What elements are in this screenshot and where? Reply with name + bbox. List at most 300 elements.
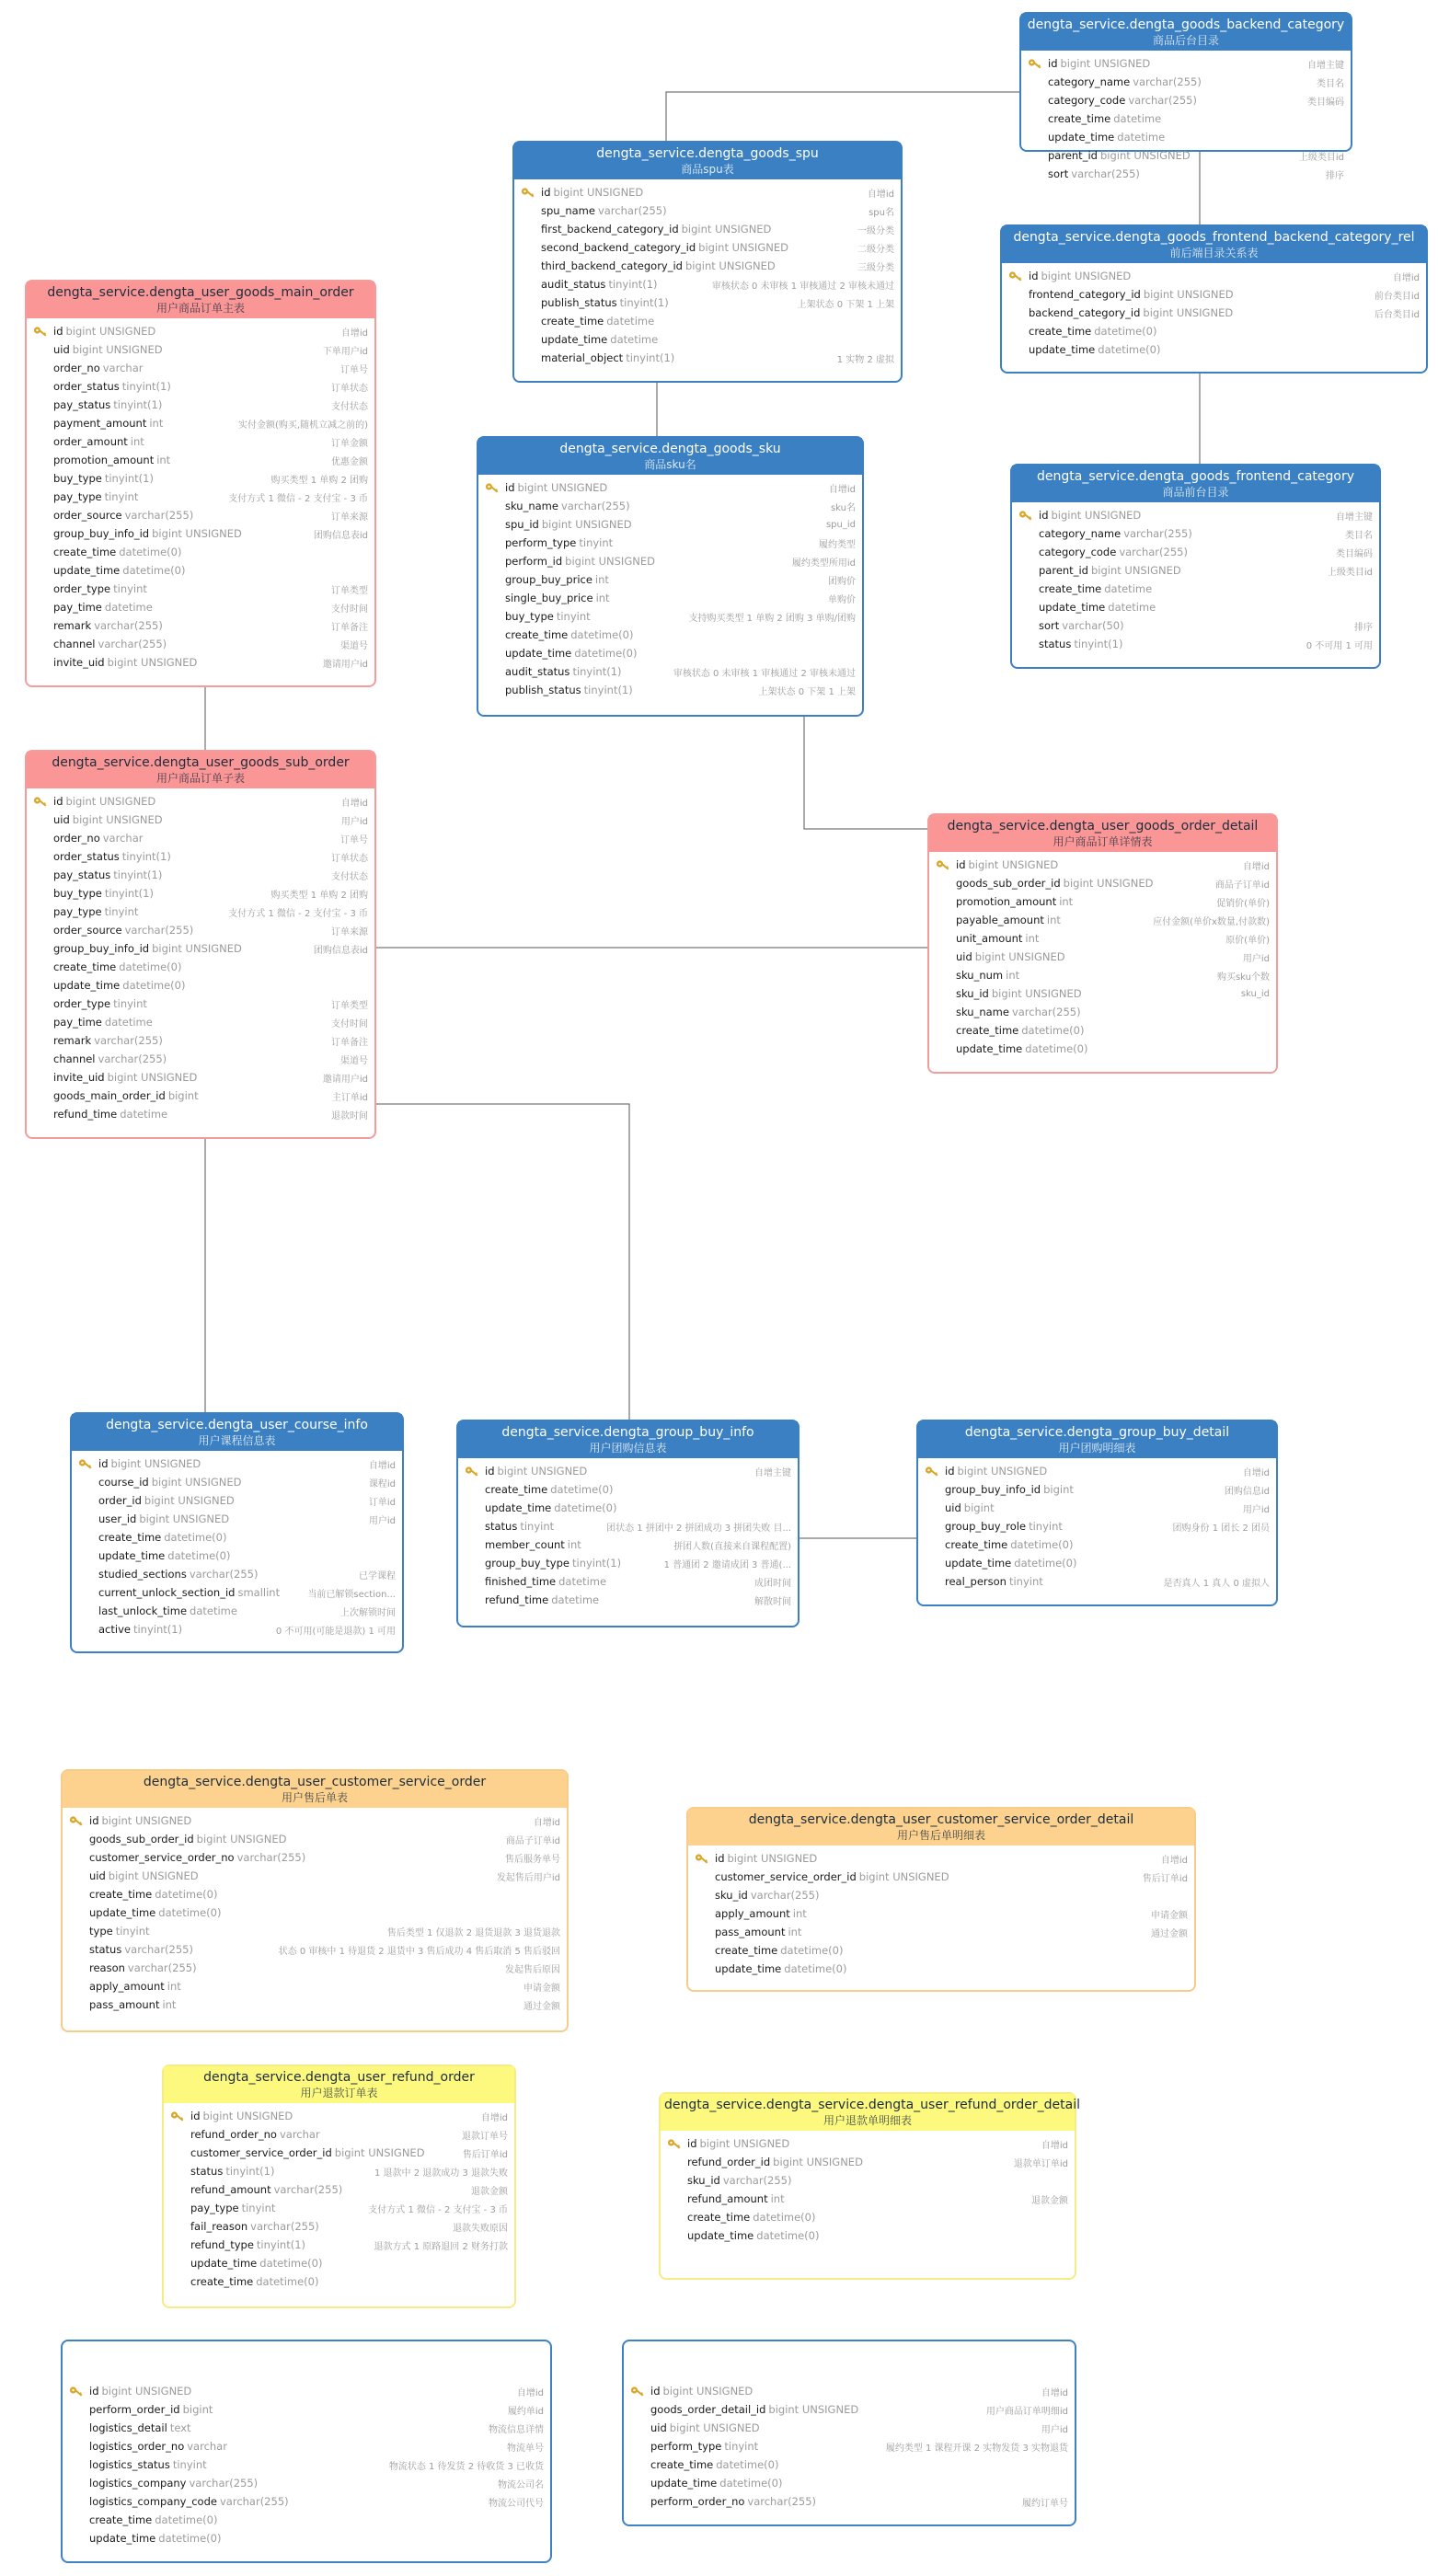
column-row bbox=[33, 1087, 368, 1105]
column-row bbox=[630, 2474, 1068, 2492]
column-type: tinyint bbox=[172, 2458, 207, 2471]
column-row bbox=[465, 1517, 791, 1535]
column-list bbox=[929, 852, 1276, 1060]
column-type: bigint UNSIGNED bbox=[1063, 877, 1154, 890]
column-row bbox=[925, 1535, 1270, 1554]
column-type: bigint UNSIGNED bbox=[858, 1870, 949, 1883]
key-icon bbox=[78, 1458, 98, 1470]
column-name: update_time bbox=[687, 2229, 754, 2242]
column-name: order_source bbox=[53, 509, 122, 522]
column-name: parent_id bbox=[1048, 149, 1098, 162]
column-name: material_object bbox=[541, 351, 624, 364]
table-group-buy-detail[interactable] bbox=[916, 1420, 1278, 1606]
column-type: tinyint(1) bbox=[619, 296, 669, 309]
column-name: pay_type bbox=[53, 905, 102, 918]
column-type: bigint UNSIGNED bbox=[107, 656, 198, 669]
column-row bbox=[33, 976, 368, 995]
column-row bbox=[485, 681, 856, 699]
key-icon bbox=[1018, 510, 1039, 522]
column-row bbox=[1018, 561, 1373, 580]
column-comment: 发起售后原因 bbox=[505, 1964, 560, 1975]
table-user-refund-order[interactable] bbox=[162, 2064, 516, 2308]
column-comment: 邀请用户id bbox=[322, 1074, 368, 1085]
column-comment: 退款方式 1 原路退回 2 财务打款 bbox=[374, 2241, 508, 2252]
column-row bbox=[33, 506, 368, 524]
table-user-goods-main-order[interactable] bbox=[25, 280, 376, 687]
column-type: tinyint(1) bbox=[104, 472, 154, 485]
column-row bbox=[936, 1003, 1270, 1021]
column-row bbox=[1018, 616, 1373, 635]
column-name: create_time bbox=[89, 2513, 153, 2526]
column-comment: 排序 bbox=[1326, 170, 1344, 181]
column-name: remark bbox=[53, 619, 92, 632]
relation-line bbox=[666, 92, 1019, 141]
column-name: logistics_detail bbox=[89, 2421, 167, 2434]
table-comment: 前后端目录关系表 bbox=[1169, 247, 1259, 259]
column-name: course_id bbox=[98, 1476, 149, 1489]
column-type: bigint bbox=[1043, 1483, 1074, 1496]
column-row bbox=[465, 1480, 791, 1499]
column-type: tinyint(1) bbox=[121, 850, 171, 863]
column-type: varchar(255) bbox=[189, 1568, 259, 1581]
column-name: order_status bbox=[53, 850, 120, 863]
column-row bbox=[33, 653, 368, 672]
column-row bbox=[33, 1050, 368, 1068]
column-name: refund_time bbox=[53, 1108, 118, 1121]
column-row bbox=[667, 2153, 1068, 2171]
column-type: varchar(255) bbox=[94, 1034, 163, 1047]
column-name: order_source bbox=[53, 924, 122, 937]
column-row bbox=[170, 2199, 508, 2217]
table-user-course-info[interactable] bbox=[70, 1412, 404, 1653]
column-comment: 售后类型 1 仅退款 2 退货退款 3 退货退款 bbox=[386, 1927, 560, 1938]
column-row bbox=[521, 238, 894, 257]
table-header bbox=[63, 1771, 567, 1808]
column-type: int bbox=[567, 1538, 581, 1551]
column-type: datetime(0) bbox=[1098, 343, 1161, 356]
column-row bbox=[1008, 340, 1420, 359]
column-name: sort bbox=[1048, 167, 1069, 180]
table-name: dengta_service.dengta_user_customer_service_order bbox=[143, 1775, 487, 1789]
key-icon bbox=[33, 326, 53, 338]
column-name: group_buy_type bbox=[485, 1557, 569, 1570]
key-icon bbox=[925, 1466, 945, 1478]
column-name: update_time bbox=[1039, 601, 1106, 614]
column-type: datetime(0) bbox=[1025, 1042, 1088, 1055]
column-comment: 自增id bbox=[340, 328, 368, 339]
key-icon bbox=[170, 2110, 190, 2122]
column-comment: 当前已解锁section... bbox=[307, 1589, 396, 1600]
column-comment: 物流公司代号 bbox=[489, 2498, 544, 2509]
column-type: varchar(255) bbox=[124, 509, 194, 522]
table-header bbox=[164, 2066, 514, 2103]
column-type: bigint UNSIGNED bbox=[72, 343, 163, 356]
key-icon bbox=[33, 796, 53, 808]
column-comment: 类目编码 bbox=[1307, 97, 1344, 108]
column-row bbox=[69, 1885, 560, 1903]
table-goods-backend-category[interactable] bbox=[1019, 12, 1352, 181]
column-type: tinyint bbox=[556, 610, 591, 623]
column-name: order_id bbox=[98, 1494, 142, 1507]
column-comment: 1 退款中 2 退款成功 3 退款失败 bbox=[374, 2168, 508, 2179]
column-name: update_time bbox=[956, 1042, 1023, 1055]
column-name: id bbox=[505, 481, 515, 494]
column-type: datetime bbox=[610, 333, 659, 346]
column-comment: 下单用户id bbox=[322, 346, 368, 357]
column-comment: 自增id bbox=[1242, 1467, 1270, 1478]
table-group-buy-info[interactable] bbox=[456, 1420, 800, 1627]
column-row bbox=[33, 1068, 368, 1087]
table-frontend-backend-category-rel[interactable] bbox=[1000, 224, 1428, 374]
table-header bbox=[27, 282, 374, 318]
column-row bbox=[33, 958, 368, 976]
column-type: datetime bbox=[120, 1108, 168, 1121]
column-comment: 自增id bbox=[1041, 2140, 1068, 2151]
column-comment: 支付状态 bbox=[331, 401, 368, 412]
column-type: varchar bbox=[187, 2440, 227, 2453]
column-row bbox=[936, 911, 1270, 929]
column-row bbox=[33, 616, 368, 635]
column-name: pay_time bbox=[53, 1016, 102, 1029]
column-row bbox=[33, 432, 368, 451]
column-row bbox=[925, 1572, 1270, 1591]
column-type: int bbox=[130, 435, 144, 448]
column-name: id bbox=[956, 858, 966, 871]
column-comment: 购买sku个数 bbox=[1216, 972, 1270, 983]
column-row bbox=[78, 1547, 396, 1565]
column-comment: 物流信息详情 bbox=[489, 2424, 544, 2435]
column-type: varchar(255) bbox=[560, 500, 630, 512]
column-type: varchar bbox=[279, 2128, 320, 2141]
column-name: group_buy_info_id bbox=[53, 527, 150, 540]
column-row bbox=[936, 874, 1270, 892]
column-comment: 售后订单id bbox=[462, 2149, 508, 2160]
column-name: order_no bbox=[53, 832, 100, 845]
column-type: int bbox=[1025, 932, 1040, 945]
column-row bbox=[33, 921, 368, 939]
column-row bbox=[521, 257, 894, 275]
column-comment: sku_id bbox=[1240, 988, 1270, 999]
column-row bbox=[521, 275, 894, 293]
column-name: update_time bbox=[1048, 131, 1115, 144]
column-comment: 退款订单号 bbox=[462, 2131, 508, 2142]
table-header bbox=[1012, 466, 1379, 502]
column-type: smallint bbox=[237, 1586, 281, 1599]
column-row bbox=[695, 1868, 1188, 1886]
column-name: unit_amount bbox=[956, 932, 1023, 945]
key-icon bbox=[485, 482, 505, 494]
column-row bbox=[1028, 54, 1344, 73]
column-row bbox=[33, 322, 368, 340]
column-comment: 支付方式 1 微信 - 2 支付宝 - 3 币 bbox=[228, 908, 368, 919]
column-comment: sku名 bbox=[830, 502, 856, 513]
column-type: bigint UNSIGNED bbox=[974, 950, 1065, 963]
column-name: id bbox=[1029, 270, 1039, 282]
column-comment: 0 不可用(可能是退款) 1 可用 bbox=[275, 1626, 396, 1637]
column-row bbox=[667, 2208, 1068, 2226]
key-icon bbox=[521, 187, 541, 199]
column-list bbox=[514, 179, 901, 369]
column-row bbox=[925, 1499, 1270, 1517]
table-user-goods-order-logistics-info[interactable] bbox=[61, 2340, 552, 2563]
column-type: bigint UNSIGNED bbox=[152, 527, 242, 540]
table-goods-sku[interactable] bbox=[477, 436, 864, 717]
column-type: tinyint bbox=[520, 1520, 555, 1533]
column-type: datetime(0) bbox=[1014, 1557, 1077, 1570]
column-name: category_name bbox=[1048, 75, 1131, 88]
column-name: goods_order_detail_id bbox=[650, 2403, 766, 2416]
column-comment: 自增id bbox=[1392, 272, 1420, 283]
column-comment: 类目名 bbox=[1345, 530, 1373, 541]
column-type: varchar(255) bbox=[1071, 167, 1140, 180]
column-name: logistics_order_no bbox=[89, 2440, 185, 2453]
column-type: int bbox=[162, 1998, 177, 2011]
column-comment: 成团时间 bbox=[754, 1578, 791, 1589]
table-user-goods-sub-order[interactable] bbox=[25, 750, 376, 1139]
column-type: bigint UNSIGNED bbox=[773, 2156, 863, 2168]
column-type: datetime(0) bbox=[784, 1962, 847, 1975]
column-comment: 履约订单号 bbox=[1022, 2498, 1068, 2509]
column-name: refund_order_no bbox=[190, 2128, 277, 2141]
column-row bbox=[33, 635, 368, 653]
column-name: group_buy_info_id bbox=[945, 1483, 1041, 1496]
column-comment: 商品子订单id bbox=[505, 1835, 560, 1846]
column-comment: 渠道号 bbox=[340, 640, 368, 651]
column-type: int bbox=[594, 573, 609, 586]
column-name: create_time bbox=[687, 2211, 751, 2224]
column-name: create_time bbox=[956, 1024, 1019, 1037]
column-list bbox=[27, 318, 374, 673]
column-row bbox=[69, 2419, 544, 2437]
column-row bbox=[630, 2455, 1068, 2474]
column-name: channel bbox=[53, 1052, 96, 1065]
column-type: bigint UNSIGNED bbox=[699, 2137, 790, 2150]
column-row bbox=[1028, 73, 1344, 91]
column-row bbox=[936, 984, 1270, 1003]
column-comment: 退款金额 bbox=[471, 2186, 508, 2197]
column-name: id bbox=[687, 2137, 697, 2150]
column-type: datetime(0) bbox=[753, 2211, 816, 2224]
column-row bbox=[69, 2400, 544, 2419]
column-name: id bbox=[1039, 509, 1049, 522]
table-name: dengta_service.dengta_user_course_info bbox=[106, 1418, 368, 1432]
column-comment: 自增id bbox=[1160, 1855, 1188, 1866]
column-type: datetime(0) bbox=[756, 2229, 820, 2242]
column-comment: 支持购买类型 1 单购 2 团购 3 单购/团购 bbox=[688, 613, 856, 624]
column-name: status bbox=[190, 2165, 224, 2178]
column-comment: 上级类目id bbox=[1327, 567, 1373, 578]
table-user-customer-service-order[interactable] bbox=[61, 1769, 569, 2032]
column-type: varchar(255) bbox=[98, 1052, 167, 1065]
column-name: id bbox=[98, 1457, 109, 1470]
column-comment: 类目名 bbox=[1317, 78, 1344, 89]
column-comment: 上级类目id bbox=[1298, 152, 1344, 163]
column-name: sku_name bbox=[956, 1006, 1009, 1018]
column-name: status bbox=[1039, 638, 1072, 650]
column-row bbox=[78, 1473, 396, 1491]
column-comment: 通过金额 bbox=[523, 2001, 560, 2012]
column-type: varchar(255) bbox=[722, 2174, 792, 2187]
column-type: datetime(0) bbox=[574, 647, 638, 660]
column-comment: 自增id bbox=[368, 1460, 396, 1471]
column-name: id bbox=[945, 1465, 955, 1478]
column-row bbox=[1008, 322, 1420, 340]
column-row bbox=[33, 488, 368, 506]
column-name: uid bbox=[945, 1501, 961, 1514]
column-row bbox=[485, 478, 856, 497]
column-comment: 类目编码 bbox=[1336, 548, 1373, 559]
column-name: customer_service_order_no bbox=[89, 1851, 235, 1864]
column-name: category_code bbox=[1048, 94, 1126, 107]
column-comment: 自增id bbox=[516, 2387, 544, 2398]
column-comment: 团购身份 1 团长 2 团员 bbox=[1172, 1523, 1270, 1534]
column-type: datetime(0) bbox=[570, 628, 634, 641]
column-comment: 用户商品订单明细id bbox=[985, 2406, 1068, 2417]
column-row bbox=[69, 2437, 544, 2455]
column-type: bigint UNSIGNED bbox=[1143, 288, 1234, 301]
column-comment: 退款失败原因 bbox=[453, 2223, 508, 2234]
column-name: create_time bbox=[89, 1888, 153, 1901]
column-name: id bbox=[190, 2110, 201, 2122]
column-row bbox=[69, 1811, 560, 1830]
column-name: publish_status bbox=[541, 296, 617, 309]
column-row bbox=[1028, 128, 1344, 146]
table-user-refund-order-detail[interactable] bbox=[659, 2092, 1081, 2280]
column-name: sku_name bbox=[505, 500, 558, 512]
column-row bbox=[667, 2134, 1068, 2153]
table-user-goods-order-detail[interactable] bbox=[927, 813, 1278, 1074]
table-comment: 用户商品订单主表 bbox=[155, 302, 245, 315]
column-comment: 应付金额(单价x数量,付款数) bbox=[1153, 916, 1270, 927]
column-row bbox=[78, 1620, 396, 1639]
column-name: id bbox=[1048, 57, 1058, 70]
column-type: varchar(255) bbox=[124, 924, 194, 937]
column-row bbox=[1018, 543, 1373, 561]
column-comment: 状态 0 审核中 1 待退货 2 退货中 3 售后成功 4 售后取消 5 售后驳回 bbox=[278, 1946, 560, 1957]
column-comment: 审核状态 0 未审核 1 审核通过 2 审核未通过 bbox=[711, 281, 894, 292]
column-name: update_time bbox=[541, 333, 608, 346]
column-type: datetime bbox=[1117, 131, 1166, 144]
column-comment: 1 实物 2 虚拟 bbox=[836, 354, 894, 365]
column-name: update_time bbox=[98, 1549, 166, 1562]
column-name: finished_time bbox=[485, 1575, 557, 1588]
table-user-customer-service-order-detail[interactable] bbox=[686, 1807, 1196, 1992]
column-row bbox=[33, 829, 368, 847]
column-row bbox=[33, 1031, 368, 1050]
column-name: second_backend_category_id bbox=[541, 241, 696, 254]
column-row bbox=[69, 2511, 544, 2529]
column-row bbox=[465, 1572, 791, 1591]
table-header bbox=[1021, 14, 1351, 51]
column-type: datetime bbox=[190, 1604, 237, 1617]
column-comment: 0 不可用 1 可用 bbox=[1306, 640, 1373, 651]
column-comment: 自增id bbox=[480, 2112, 508, 2123]
column-type: varchar(255) bbox=[94, 619, 163, 632]
column-comment: 前台类目id bbox=[1374, 291, 1420, 302]
column-comment: 课程id bbox=[368, 1478, 396, 1489]
column-row bbox=[936, 966, 1270, 984]
column-type: bigint UNSIGNED bbox=[1143, 306, 1234, 319]
column-row bbox=[485, 644, 856, 662]
column-type: tinyint(1) bbox=[626, 351, 675, 364]
column-row bbox=[521, 220, 894, 238]
column-name: group_buy_role bbox=[945, 1520, 1027, 1533]
column-row bbox=[78, 1455, 396, 1473]
column-name: create_time bbox=[505, 628, 569, 641]
column-type: tinyint bbox=[1029, 1520, 1063, 1533]
column-comment: 促销价(单价) bbox=[1216, 898, 1270, 909]
table-goods-spu[interactable] bbox=[512, 141, 903, 383]
table-goods-frontend-category[interactable] bbox=[1010, 464, 1381, 669]
column-row bbox=[485, 534, 856, 552]
column-name: refund_amount bbox=[190, 2183, 271, 2196]
column-comment: 购买类型 1 单购 2 团购 bbox=[270, 475, 368, 486]
column-type: bigint UNSIGNED bbox=[65, 325, 156, 338]
table-user-perform-order[interactable] bbox=[622, 2340, 1076, 2526]
column-row bbox=[667, 2226, 1068, 2245]
column-row bbox=[33, 396, 368, 414]
column-row bbox=[33, 414, 368, 432]
column-row bbox=[33, 377, 368, 396]
table-comment: 用户履约单表 bbox=[815, 2362, 882, 2375]
table-name: dengta_service.dengta_user_refund_order bbox=[203, 2070, 475, 2085]
column-type: bigint UNSIGNED bbox=[968, 858, 1059, 871]
column-type: tinyint(1) bbox=[113, 398, 163, 411]
column-name: sku_id bbox=[687, 2174, 720, 2187]
key-icon bbox=[69, 1815, 89, 1827]
column-comment: 订单来源 bbox=[331, 926, 368, 937]
column-name: perform_order_id bbox=[89, 2403, 180, 2416]
column-row bbox=[695, 1923, 1188, 1941]
column-row bbox=[33, 903, 368, 921]
column-comment: 团购信息表id bbox=[313, 945, 368, 956]
column-name: parent_id bbox=[1039, 564, 1088, 577]
column-name: goods_main_order_id bbox=[53, 1089, 166, 1102]
column-comment: 自增id bbox=[1242, 861, 1270, 872]
column-name: single_buy_price bbox=[505, 592, 593, 604]
table-header bbox=[929, 815, 1276, 852]
table-header bbox=[63, 2341, 550, 2378]
column-type: datetime bbox=[551, 1593, 600, 1606]
column-comment: 已学课程 bbox=[359, 1570, 396, 1581]
column-row bbox=[69, 2455, 544, 2474]
column-comment: 订单状态 bbox=[331, 853, 368, 864]
column-type: bigint UNSIGNED bbox=[72, 813, 163, 826]
column-name: sku_id bbox=[715, 1889, 748, 1902]
column-comment: 上次解锁时间 bbox=[340, 1607, 396, 1618]
column-name: id bbox=[89, 2385, 99, 2398]
column-row bbox=[667, 2171, 1068, 2190]
column-name: refund_type bbox=[190, 2238, 254, 2251]
column-type: datetime(0) bbox=[1010, 1538, 1074, 1551]
column-row bbox=[630, 2419, 1068, 2437]
column-name: create_time bbox=[1029, 325, 1092, 338]
column-row bbox=[69, 2529, 544, 2547]
column-row bbox=[33, 469, 368, 488]
table-header bbox=[514, 143, 901, 179]
column-comment: 三级分类 bbox=[857, 262, 894, 273]
column-type: datetime(0) bbox=[158, 1906, 222, 1919]
column-type: datetime(0) bbox=[164, 1531, 227, 1544]
key-icon bbox=[936, 859, 956, 871]
column-comment: spu_id bbox=[825, 519, 856, 530]
column-comment: 支付时间 bbox=[331, 604, 368, 615]
table-comment: 用户退款订单表 bbox=[300, 2087, 378, 2099]
table-name: dengta_service.dengta_service.dengta_user_refund_order_detail bbox=[664, 2098, 1081, 2112]
column-type: varchar(255) bbox=[219, 2495, 289, 2508]
column-comment: 订单号 bbox=[340, 364, 368, 375]
table-name: dengta_service.dengta_goods_frontend_category bbox=[1036, 469, 1354, 484]
